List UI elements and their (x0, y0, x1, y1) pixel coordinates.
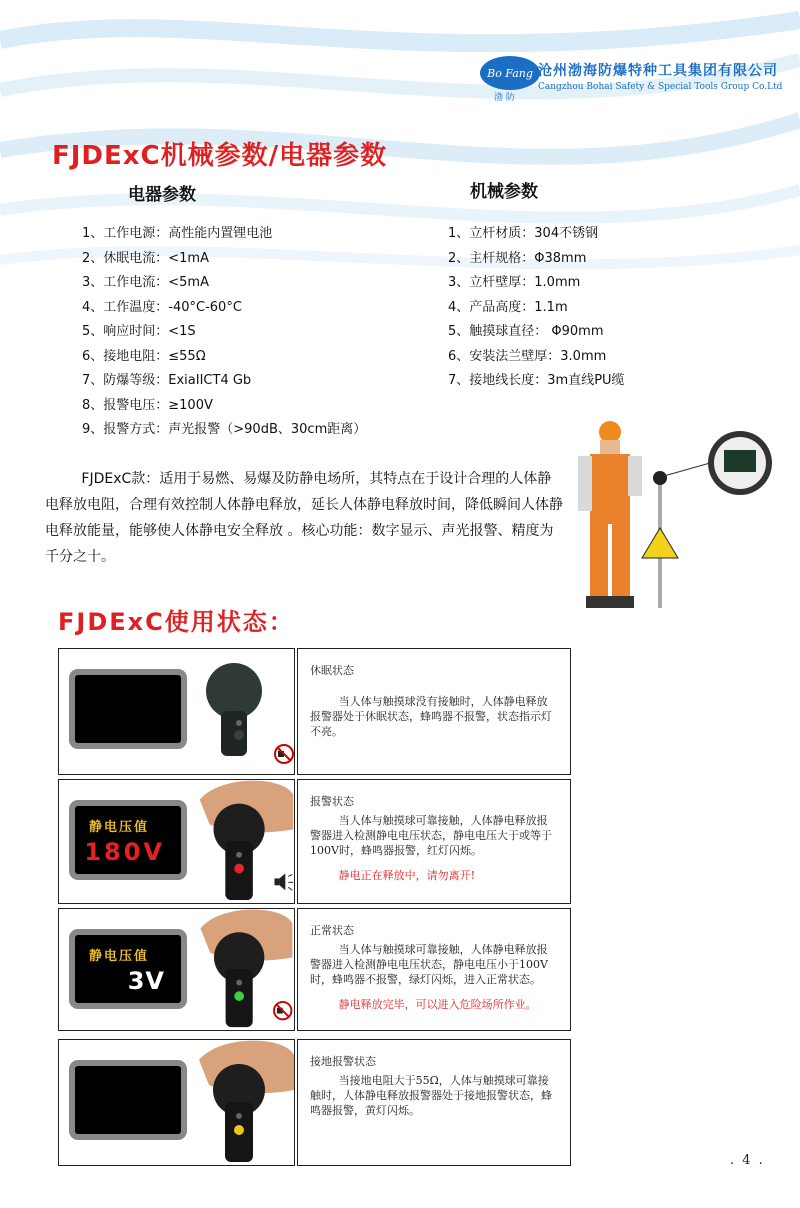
state-row (58, 908, 571, 1031)
status-led (234, 730, 244, 740)
page-number: . 4 . (730, 1153, 765, 1168)
mechanical-param-item: 4、产品高度：1.1m (448, 299, 568, 315)
state-image (58, 779, 295, 904)
electrical-param-item: 1、工作电源：高性能内置锂电池 (82, 226, 273, 241)
touch-ball-device (189, 909, 295, 1030)
state-image (58, 648, 295, 775)
company-name-cn: 沧州渤海防爆特种工具集团有限公司 (538, 63, 778, 79)
usage-states-table (58, 648, 571, 1170)
description-text: FJDExC款：适用于易燃、易爆及防静电场所，其特点在于设计合理的人体静电释放电阻，合理有效控制人体静电释放，延长人体静电释放时间，降低瞬间人体静电释放能量，能够使人体静电安全释放 。核心功能：数字显示、声光报警、精度为千分之十。 (45, 471, 563, 565)
mechanical-param-item: 2、主杆规格：Φ38mm (448, 250, 587, 266)
mechanical-param-item: 3、立杆壁厚：1.0mm (448, 275, 581, 290)
state-warning: 静电正在释放中，请勿离开! (338, 869, 476, 882)
electrical-param-item: 3、工作电流：<5mA (82, 275, 209, 290)
electrical-param-item: 6、接地电阻：≤55Ω (82, 348, 206, 364)
electrical-param-item: 4、工作温度：-40°C-60°C (82, 299, 242, 315)
state-description: 当接地电阻大于55Ω，人体与触摸球可靠接触时，人体静电释放报警器处于接地报警状态，蜂鸣器报警，黄灯闪烁。 (310, 1074, 552, 1117)
state-row (58, 648, 571, 775)
logo-badge: Bo Fang (480, 56, 540, 90)
state-image (58, 908, 295, 1031)
touch-ball-device (189, 780, 295, 903)
electrical-param-item: 2、休眠电流：<1mA (82, 250, 209, 266)
touch-ball-device (189, 649, 295, 774)
state-row (58, 779, 571, 904)
state-name: 接地报警状态 (310, 1055, 376, 1068)
state-description: 当人体与触摸球没有接触时，人体静电释放报警器处于休眠状态，蜂鸣器不报警，状态指示灯不亮。 (310, 695, 552, 738)
usage-title: FJDExC使用状态： (58, 608, 295, 636)
display-screen-inner (75, 675, 181, 743)
state-text (297, 779, 571, 904)
electrical-params (82, 222, 366, 443)
electrical-param-item: 9、报警方式：声光报警（>90dB、30cm距离） (82, 422, 367, 437)
display-screen (69, 800, 187, 880)
state-text (297, 1039, 571, 1166)
worker-with-device-image (560, 418, 790, 623)
state-name: 休眠状态 (310, 664, 354, 677)
company-logo (480, 52, 783, 103)
electrical-param-item: 5、响应时间：<1S (82, 324, 196, 339)
speaker-muted-icon (274, 1002, 291, 1019)
logo-badge-sub: 渤 防 (494, 93, 515, 103)
page-title: FJDExC机械参数/电器参数 (52, 141, 388, 171)
electrical-param-item: 8、报警电压：≥100V (82, 397, 213, 413)
state-description: 当人体与触摸球可靠接触，人体静电释放报警器进入检测静电电压状态，静电电压小于100V时，蜂鸣器不报警，绿灯闪烁，进入正常状态。 (310, 943, 548, 986)
mechanical-param-item: 1、立杆材质：304不锈钢 (448, 226, 599, 241)
status-led (234, 991, 244, 1001)
electrical-param-item: 7、防爆等级：ExiaIICT4 Gb (82, 373, 252, 388)
state-name: 报警状态 (310, 795, 354, 808)
product-description (45, 466, 565, 570)
status-led (234, 864, 244, 874)
display-screen (69, 669, 187, 749)
state-text (297, 908, 571, 1031)
status-led (234, 1125, 244, 1135)
electrical-heading: 电器参数 (128, 185, 196, 205)
state-warning: 静电释放完毕，可以进入危险场所作业。 (338, 998, 537, 1011)
mechanical-heading: 机械参数 (470, 182, 538, 202)
company-name-en: Cangzhou Bohai Safety & Special Tools Group Co.Ltd (538, 82, 783, 92)
mechanical-param-item: 6、安装法兰壁厚：3.0mm (448, 348, 607, 364)
screen-value: 3V (127, 967, 165, 995)
screen-value: 180V (84, 838, 165, 866)
speaker-muted-icon (275, 745, 293, 763)
state-row (58, 1039, 571, 1166)
state-name: 正常状态 (310, 924, 354, 937)
mechanical-param-item: 7、接地线长度：3m直线PU缆 (448, 373, 625, 388)
state-image (58, 1039, 295, 1166)
speaker-on-icon (275, 873, 294, 890)
mechanical-param-item: 5、触摸球直径： Φ90mm (448, 324, 604, 339)
touch-ball-device (189, 1040, 295, 1165)
mechanical-params (448, 222, 625, 394)
display-screen-inner (75, 806, 181, 874)
display-screen-inner (75, 935, 181, 1003)
display-screen (69, 929, 187, 1009)
state-text (297, 648, 571, 775)
state-description: 当人体与触摸球可靠接触，人体静电释放报警器进入检测静电电压状态，静电电压大于或等于100V时，蜂鸣器报警，红灯闪烁。 (310, 814, 552, 857)
display-screen-inner (75, 1066, 181, 1134)
screen-label: 静电压值 (89, 949, 150, 964)
screen-label: 静电压值 (89, 820, 150, 835)
display-screen (69, 1060, 187, 1140)
